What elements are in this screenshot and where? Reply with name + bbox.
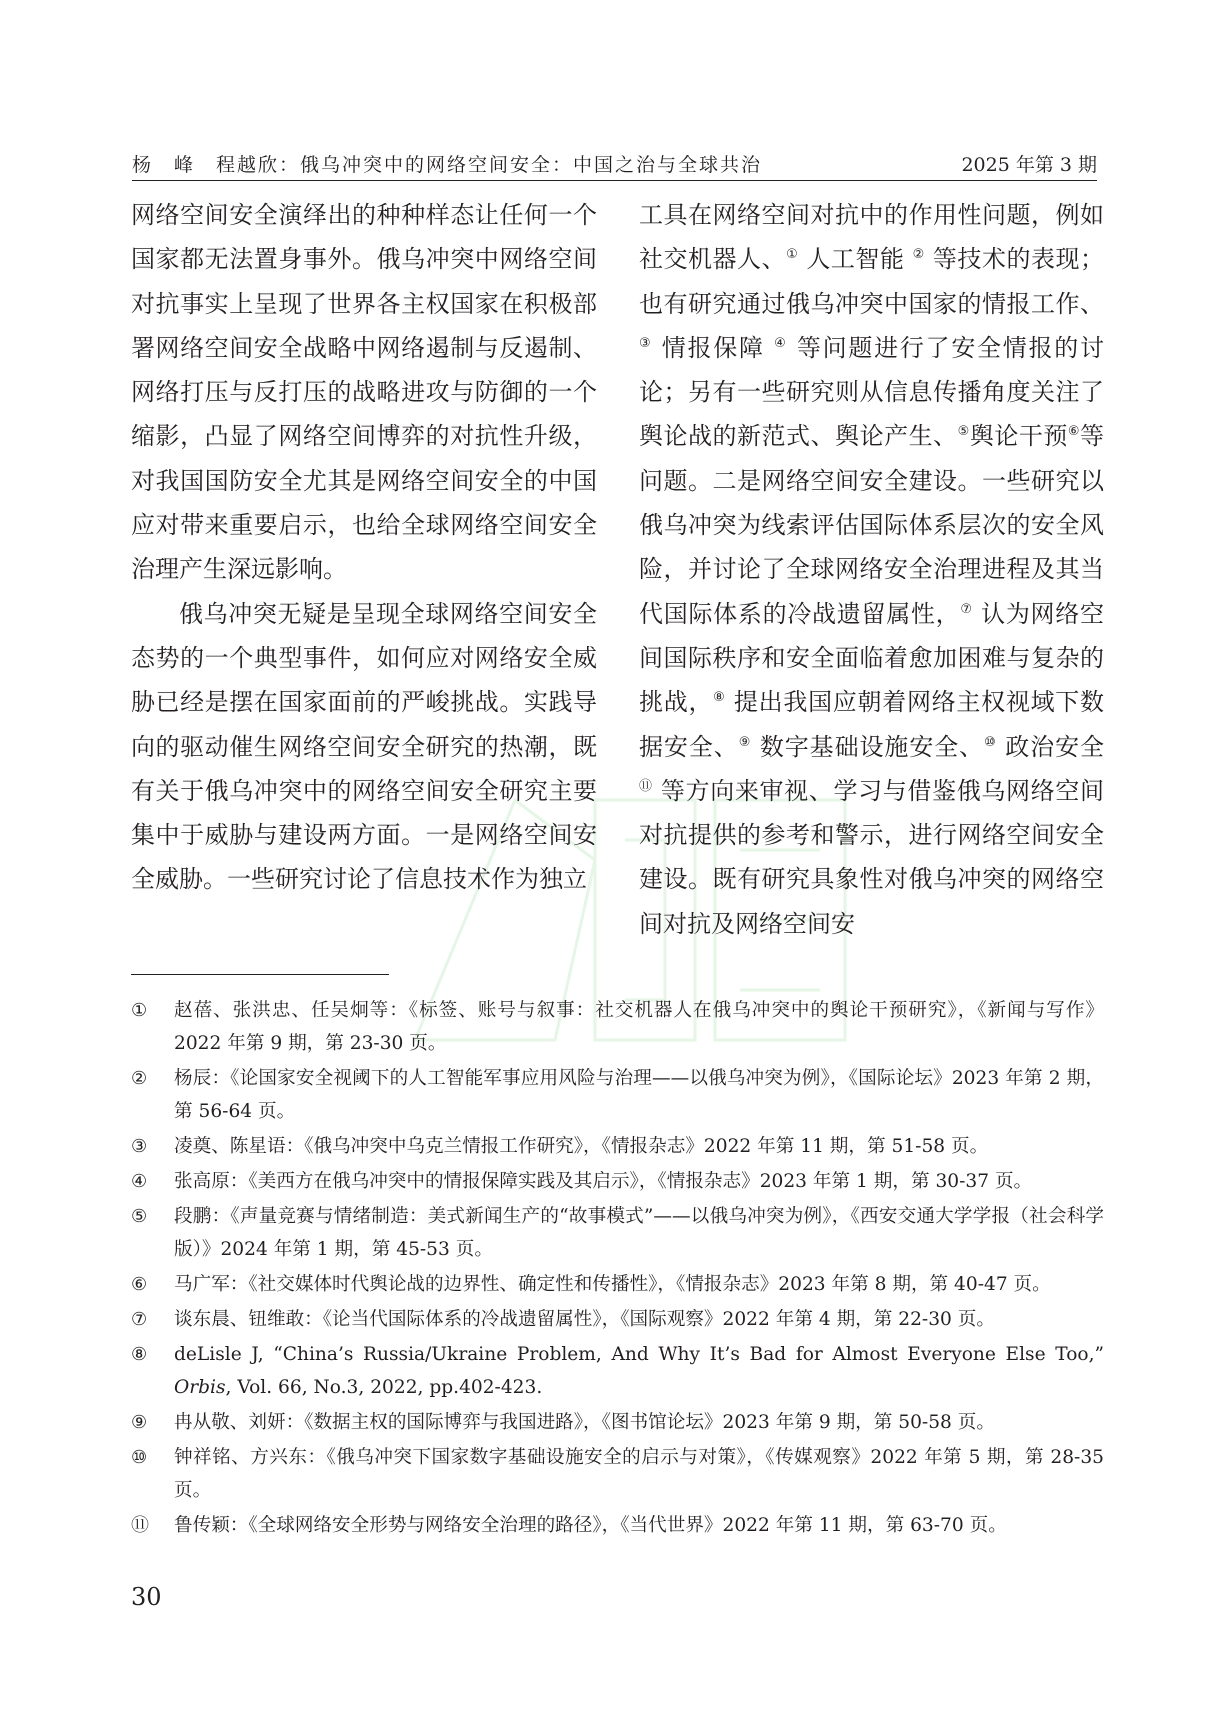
footnote-text: 赵蓓、张洪忠、任吴炯等：《标签、账号与叙事：社交机器人在俄乌冲突中的舆论干预研究》，《新闻与写作》2022 年第 9 期，第 23-30 页。 [174,1000,1104,1054]
body-text-run: 舆论干预 [969,422,1068,451]
footnote-ref-marker[interactable]: ① [786,247,799,263]
footnote-text: 马广军：《社交媒体时代舆论战的边界性、确定性和传播性》，《情报杂志》2023 年第 8 期，第 40-47 页。 [174,1274,1051,1295]
body-text-run: 认为网络空间国际秩序和安全面临着愈加困难与复杂的挑战， [639,599,1105,717]
footnote-number: ⑧ [131,1344,148,1365]
footnote-separator [131,974,389,975]
footnote-ref-marker[interactable]: ② [912,247,925,263]
footnote-text: 谈东晨、钮维敢：《论当代国际体系的冷战遗留属性》，《国际观察》2022 年第 4 期，第 22-30 页。 [174,1309,995,1330]
body-text-run: 工具在网络空间对抗中的作用性问题，例如社交机器人、 [639,201,1104,274]
footnote-item [131,1062,1104,1128]
body-text-run: 人工智能 [798,245,913,274]
body-text-run: 政治安全 [996,732,1104,761]
footnote-text-run: , Vol. 66, No.3, 2022, pp.402-423. [225,1377,543,1398]
body-paragraph: 网络空间安全演绎出的种种样态让任何一个国家都无法置身事外。俄乌冲突中网络空间对抗事实上呈现了世界各主权国家在积极部署网络空间安全战略中网络遏制与反遏制、网络打压与反打压的战略进攻与防御的一个缩影，凸显了网络空间博弈的对抗性升级，对我国国防安全尤其是网络空间安全的中国应对带来重要启示，也给全球网络空间安全治理产生深远影响。 [131,201,597,584]
footnote-number: ⑤ [131,1206,148,1227]
header-title: 杨 峰 程越欣：俄乌冲突中的网络空间安全：中国之治与全球共治 [132,154,763,176]
body-text-run: 数字基础设施安全、 [751,732,985,761]
footnote-text: 段鹏：《声量竞赛与情绪制造：美式新闻生产的“故事模式”——以俄乌冲突为例》，《西安交通大学学报（社会科学版）》2024 年第 1 期，第 45-53 页。 [174,1206,1104,1260]
footnote-number: ⑥ [131,1274,148,1295]
footnote-text: 张高原：《美西方在俄乌冲突中的情报保障实践及其启示》，《情报杂志》2023 年第 1 期，第 30-37 页。 [174,1171,1033,1192]
footnote-text-run: deLisle J, “China’s Russia/Ukraine Problem, And Why It’s Bad for Almost Everyone Else Too,” [174,1344,1104,1365]
footnote-item [131,994,1104,1060]
journal-title: Orbis [174,1377,226,1398]
footnote-text: 杨辰：《论国家安全视阈下的人工智能军事应用风险与治理——以俄乌冲突为例》，《国际论坛》2023 年第 2 期，第 56-64 页。 [174,1068,1104,1122]
footnote-ref-marker[interactable]: ⑩ [984,734,997,750]
footnote-number: ⑦ [131,1309,148,1330]
footnote-item [131,1268,1104,1301]
footnote-number: ③ [131,1136,148,1157]
body-text-run: 提出我国应朝着网络主权视域下数据安全、 [639,688,1105,761]
body-paragraph [639,193,1104,946]
footnote-item [131,1338,1104,1404]
header-issue: 2025 年第 3 期 [961,154,1097,176]
footnote-number: ⑪ [131,1515,149,1536]
footnote-ref-marker[interactable]: ③ [639,335,653,351]
footnote-item [131,1130,1104,1163]
body-text-run: 等技术的表现；也有研究通过俄乌冲突中国家的情报工作、 [639,245,1105,318]
footnote-text: 钟祥铭、方兴东：《俄乌冲突下国家数字基础设施安全的启示与对策》，《传媒观察》2022 年第 5 期，第 28-35 页。 [174,1447,1104,1501]
footnote-item [131,1441,1104,1507]
footnote-number: ⑨ [131,1412,148,1433]
body-text-run: 情报保障 [652,333,775,362]
footnote-item [131,1165,1104,1198]
footnote-number: ② [131,1068,148,1089]
footnote-item [131,1406,1104,1439]
footnote-item [131,1509,1104,1542]
footnote-ref-marker[interactable]: ⑨ [738,734,752,750]
running-header [132,146,1097,181]
footnote-ref-marker[interactable]: ⑥ [1067,424,1081,440]
body-paragraph: 俄乌冲突无疑是呈现全球网络空间安全态势的一个典型事件，如何应对网络安全威胁已经是摆在国家面前的严峻挑战。实践导向的驱动催生网络空间安全研究的热潮，既有关于俄乌冲突中的网络空间安全研究主要集中于威胁与建设两方面。一是网络空间安全威胁。一些研究讨论了信息技术作为独立 [131,599,597,894]
footnote-ref-marker[interactable]: ⑪ [639,778,653,794]
body-text-run: 等方向来审视、学习与借鉴俄乌网络空间对抗提供的参考和警示，进行网络空间安全建设。既有研究具象性对俄乌冲突的网络空间对抗及网络空间安 [639,776,1104,938]
footnote-ref-marker[interactable]: ④ [774,335,788,351]
footnote-ref-marker[interactable]: ⑤ [957,424,970,440]
body-column-left [131,193,597,902]
body-text-run: 等问题。二是网络空间安全建设。一些研究以俄乌冲突为线索评估国际体系层次的安全风险，并讨论了全球网络安全治理进程及其当代国际体系的冷战遗留属性， [639,422,1105,628]
footnotes [131,994,1104,1544]
footnote-text: 冉从敬、刘妍：《数据主权的国际博弈与我国进路》，《图书馆论坛》2023 年第 9 期，第 50-58 页。 [174,1412,995,1433]
footnote-text: 凌奠、陈星语：《俄乌冲突中乌克兰情报工作研究》，《情报杂志》2022 年第 11 期，第 51-58 页。 [174,1136,989,1157]
footnote-number: ⑩ [131,1447,148,1468]
footnote-item [131,1303,1104,1336]
body-column-right [639,193,1104,946]
footnote-text: 鲁传颖：《全球网络安全形势与网络安全治理的路径》，《当代世界》2022 年第 11 期，第 63-70 页。 [174,1515,1007,1536]
footnote-ref-marker[interactable]: ⑧ [713,690,726,706]
page-number: 30 [131,1583,162,1611]
footnote-text [174,1338,1104,1404]
footnote-number: ④ [131,1171,148,1192]
footnote-ref-marker[interactable]: ⑦ [960,601,973,617]
footnote-number: ① [131,1000,148,1021]
body-text-run: 等问题进行了安全情报的讨论；另有一些研究则从信息传播角度关注了舆论战的新范式、舆论产生、 [639,333,1105,451]
footnote-item [131,1200,1104,1266]
